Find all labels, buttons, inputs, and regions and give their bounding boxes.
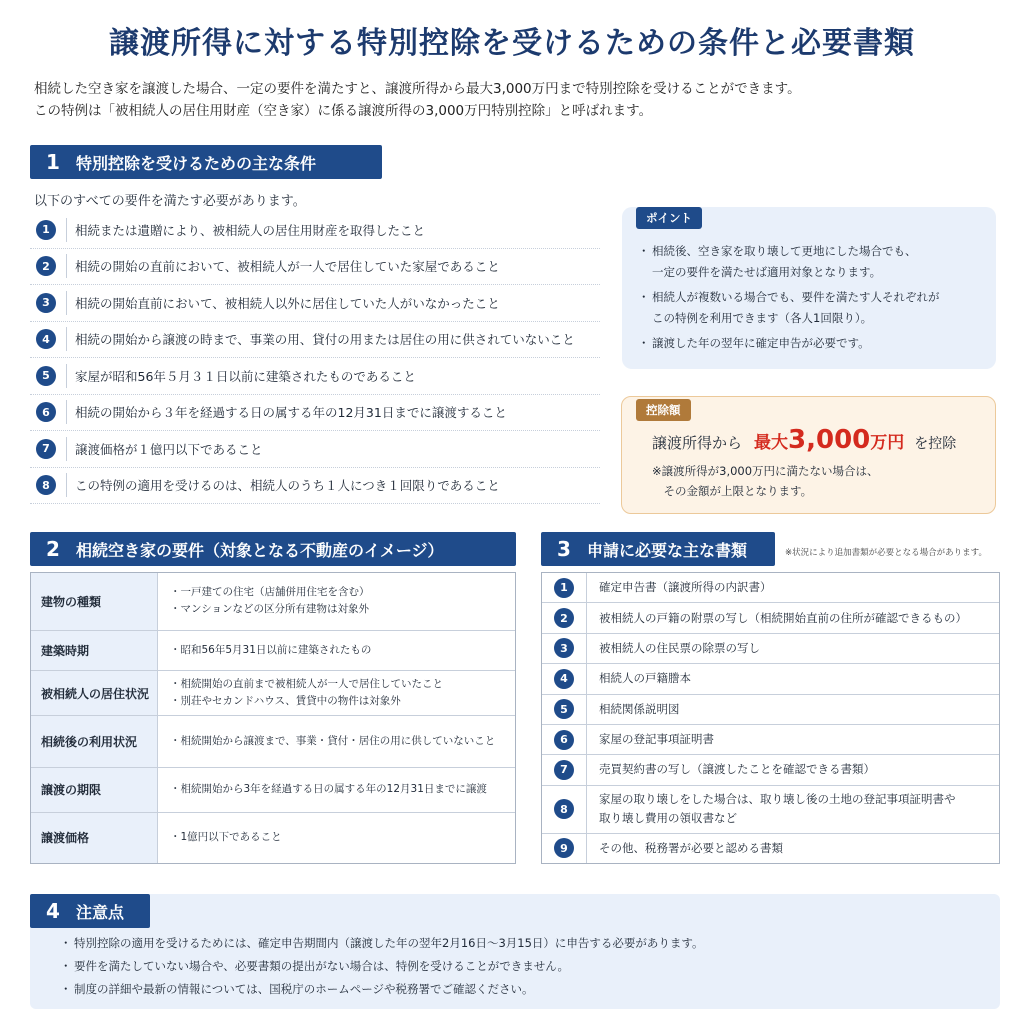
amount-line: [652, 425, 956, 455]
section4-header: [30, 894, 150, 928]
requirement-value: [158, 768, 515, 812]
section-number: 1: [46, 150, 60, 174]
requirement-key: 譲渡の期限: [31, 768, 158, 812]
divider: [66, 327, 67, 351]
table-row: [31, 813, 515, 863]
table-row: [31, 631, 515, 672]
divider: [586, 725, 587, 754]
divider: [66, 364, 67, 388]
condition-text: 相続の開始直前において、被相続人以外に居住していた人がいなかったこと: [75, 295, 500, 311]
section1-lead: 以下のすべての要件を満たす必要があります。: [34, 194, 306, 209]
condition-item: [30, 468, 600, 505]
document-item: [542, 695, 999, 725]
point-box: [622, 207, 996, 369]
condition-text: 相続または遺贈により、被相続人の居住用財産を取得したこと: [75, 222, 426, 238]
requirement-key: 建築時期: [31, 631, 158, 671]
requirement-line: ・一戸建ての住宅（店舗併用住宅を含む）: [170, 586, 370, 599]
section3-header: [541, 532, 775, 566]
number-badge: 1: [36, 220, 56, 240]
point-tag: ポイント: [636, 207, 702, 229]
requirement-line: ・1億円以下であること: [170, 831, 282, 844]
number-badge: 2: [36, 256, 56, 276]
notes-list: [60, 932, 703, 1001]
condition-text: 家屋が昭和56年５月３１日以前に建築されたものであること: [75, 368, 416, 384]
requirement-line: ・相続開始から譲渡まで、事業・貸付・居住の用に供していないこと: [170, 735, 496, 748]
divider: [586, 634, 587, 663]
document-item: [542, 634, 999, 664]
point-item: ・ 相続後、空き家を取り壊して更地にした場合でも、 一定の要件を満たせば適用対象となります。: [638, 241, 988, 283]
condition-item: [30, 249, 600, 286]
divider: [586, 786, 587, 833]
divider: [66, 291, 67, 315]
section-title: 相続空き家の要件（対象となる不動産のイメージ）: [76, 540, 444, 560]
section-number: 3: [557, 537, 571, 561]
condition-text: 譲渡価格が１億円以下であること: [75, 441, 263, 457]
note-item: ・ 特別控除の適用を受けるためには、確定申告期間内（譲渡した年の翌年2月16日〜3月15日）に申告する必要があります。: [60, 932, 703, 955]
number-badge: 4: [554, 669, 574, 689]
amount-suffix: を控除: [914, 436, 957, 452]
condition-text: 相続の開始から譲渡の時まで、事業の用、貸付の用または居住の用に供されていないこと: [75, 332, 575, 348]
number-badge: 6: [36, 402, 56, 422]
amount-note: ※譲渡所得が3,000万円に満たない場合は、 その金額が上限となります。: [652, 464, 879, 498]
number-badge: 5: [554, 699, 574, 719]
requirement-value: [158, 813, 515, 863]
section1-header: [30, 145, 382, 179]
condition-item: [30, 358, 600, 395]
section2-header: [30, 532, 516, 566]
table-row: [31, 573, 515, 631]
document-item: [542, 603, 999, 633]
divider: [66, 437, 67, 461]
requirement-key: 被相続人の居住状況: [31, 671, 158, 715]
divider: [66, 254, 67, 278]
page-title: 譲渡所得に対する特別控除を受けるための条件と必要書類: [109, 26, 915, 61]
section-title: 申請に必要な主な書類: [587, 540, 748, 560]
document-text: 確定申告書（譲渡所得の内訳書）: [599, 580, 772, 595]
document-text: 相続人の戸籍謄本: [599, 671, 691, 686]
condition-item: [30, 212, 600, 249]
document-text: 家屋の取り壊しをした場合は、取り壊し後の土地の登記事項証明書や 取り壊し費用の領収書など: [599, 792, 956, 826]
intro-line: 相続した空き家を譲渡した場合、一定の要件を満たすと、譲渡所得から最大3,000万円まで特別控除を受けることができます。: [34, 81, 801, 97]
note-item: ・ 制度の詳細や最新の情報については、国税庁のホームページや税務署でご確認ください。: [60, 978, 703, 1001]
number-badge: 2: [554, 608, 574, 628]
conditions-list: [30, 212, 600, 504]
number-badge: 3: [554, 638, 574, 658]
number-badge: 1: [554, 578, 574, 598]
amount-tag: 控除額: [636, 399, 691, 421]
document-text: 相続関係説明図: [599, 701, 680, 716]
requirement-line: ・別荘やセカンドハウス、賃貸中の物件は対象外: [170, 695, 401, 708]
divider: [66, 473, 67, 497]
requirement-value: [158, 716, 515, 766]
condition-text: 相続の開始の直前において、被相続人が一人で居住していた家屋であること: [75, 259, 500, 275]
number-badge: 8: [36, 475, 56, 495]
amount-unit: 万円: [870, 433, 905, 453]
document-text: 家屋の登記事項証明書: [599, 732, 714, 747]
document-item: [542, 834, 999, 863]
section-title: 特別控除を受けるための主な条件: [76, 153, 317, 173]
requirement-key: 建物の種類: [31, 573, 158, 630]
document-item: [542, 786, 999, 834]
number-badge: 6: [554, 730, 574, 750]
divider: [586, 834, 587, 863]
divider: [66, 400, 67, 424]
requirement-line: ・昭和56年5月31日以前に建築されたもの: [170, 643, 372, 656]
condition-item: [30, 285, 600, 322]
condition-text: 相続の開始から３年を経過する日の属する年の12月31日までに譲渡すること: [75, 405, 507, 421]
table-row: [31, 671, 515, 716]
condition-item: [30, 431, 600, 468]
divider: [586, 603, 587, 632]
requirement-key: 譲渡価格: [31, 813, 158, 863]
condition-item: [30, 322, 600, 359]
divider: [586, 664, 587, 693]
number-badge: 5: [36, 366, 56, 386]
document-text: その他、税務署が必要と認める書類: [599, 840, 783, 855]
requirement-value: [158, 573, 515, 630]
document-item: [542, 725, 999, 755]
document-item: [542, 664, 999, 694]
point-item: ・ 相続人が複数いる場合でも、要件を満たす人それぞれが この特例を利用できます（各人1回限り）。: [638, 287, 988, 329]
number-badge: 4: [36, 329, 56, 349]
section-number: 4: [46, 899, 60, 923]
note-item: ・ 要件を満たしていない場合や、必要書類の提出がない場合は、特例を受けることができません。: [60, 955, 703, 978]
number-badge: 3: [36, 293, 56, 313]
point-list: [638, 241, 988, 358]
divider: [66, 218, 67, 242]
number-badge: 9: [554, 838, 574, 858]
requirement-value: [158, 671, 515, 715]
document-text: 被相続人の住民票の除票の写し: [599, 640, 760, 655]
number-badge: 8: [554, 799, 574, 819]
number-badge: 7: [36, 439, 56, 459]
document-text: 売買契約書の写し（譲渡したことを確認できる書類）: [599, 762, 875, 777]
document-text: 被相続人の戸籍の附票の写し（相続開始直前の住所が確認できるもの）: [599, 610, 967, 625]
section-title: 注意点: [76, 902, 125, 922]
document-item: [542, 573, 999, 603]
requirement-line: ・相続開始の直前まで被相続人が一人で居住していたこと: [170, 678, 443, 691]
document-item: [542, 755, 999, 785]
requirements-table: [30, 572, 516, 864]
point-item: ・ 譲渡した年の翌年に確定申告が必要です。: [638, 333, 988, 354]
requirement-key: 相続後の利用状況: [31, 716, 158, 766]
condition-item: [30, 395, 600, 432]
number-badge: 7: [554, 760, 574, 780]
amount-value: 3,000: [788, 425, 871, 455]
requirement-line: ・相続開始から3年を経過する日の属する年の12月31日までに譲渡: [170, 783, 487, 796]
amount-max: 最大: [754, 433, 789, 453]
intro-line: この特例は「被相続人の居住用財産（空き家）に係る譲渡所得の3,000万円特別控除」と呼ばれます。: [34, 103, 653, 119]
requirement-value: [158, 631, 515, 671]
divider: [586, 755, 587, 784]
deduction-amount-box: [621, 396, 996, 514]
section3-note: ※状況により追加書類が必要となる場合があります。: [785, 548, 987, 558]
divider: [586, 695, 587, 724]
table-row: [31, 716, 515, 767]
divider: [586, 573, 587, 602]
amount-prefix: 譲渡所得から: [652, 434, 743, 452]
section-number: 2: [46, 537, 60, 561]
requirement-line: ・マンションなどの区分所有建物は対象外: [170, 603, 370, 616]
table-row: [31, 768, 515, 813]
intro-text: [34, 78, 994, 122]
documents-table: [541, 572, 1000, 864]
condition-text: この特例の適用を受けるのは、相続人のうち１人につき１回限りであること: [75, 478, 500, 494]
